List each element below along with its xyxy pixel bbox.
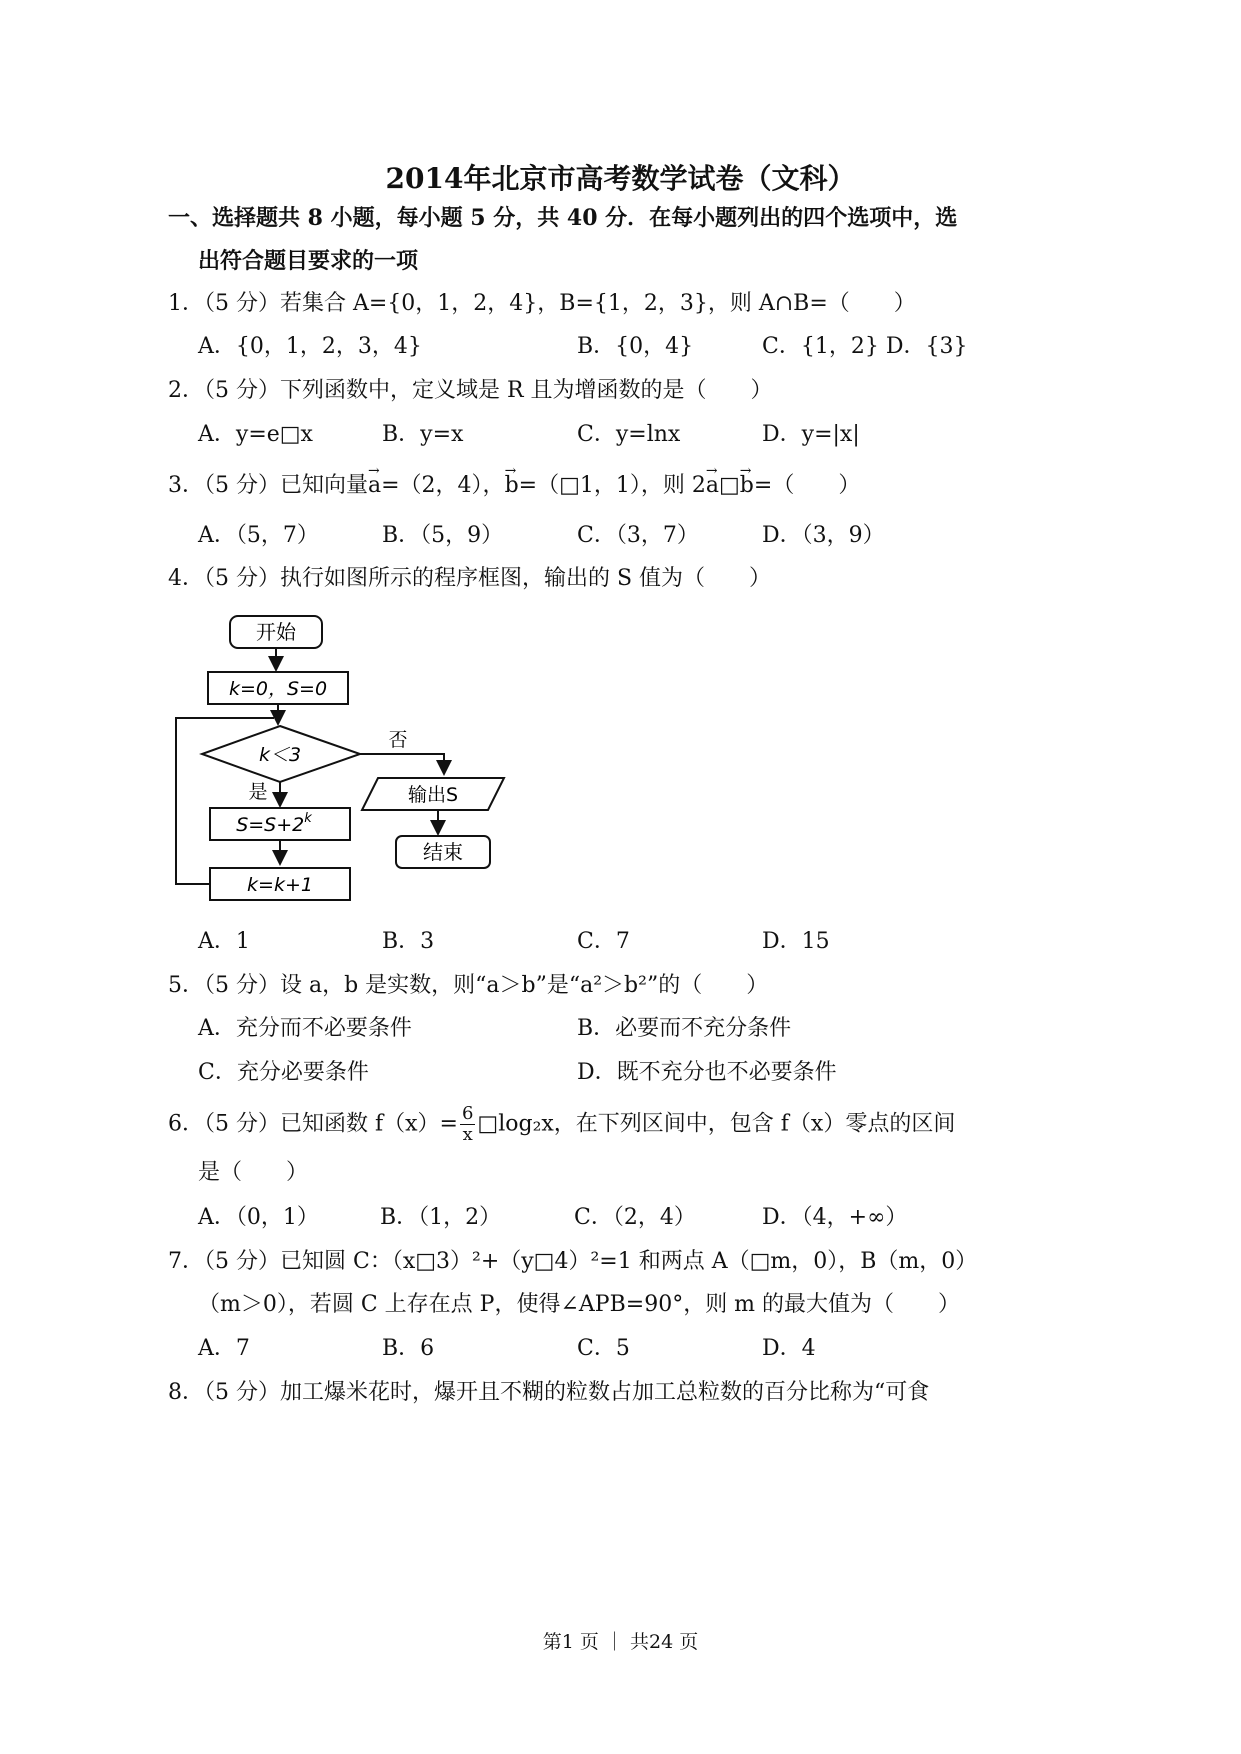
q5-option-d: D．既不充分也不必要条件 — [577, 1060, 837, 1085]
vector-a: → a — [368, 471, 381, 501]
q2-stem: 2．（5 分）下列函数中，定义域是 R 且为增函数的是（ ） — [168, 378, 773, 403]
flow-start-label: 开始 — [256, 620, 296, 644]
flow-update-s-text: S=S+2 — [236, 814, 305, 836]
vector-b: → b — [505, 471, 519, 501]
q5-stem: 5．（5 分）设 a，b 是实数，则“a＞b”是“a²＞b²”的（ ） — [168, 973, 769, 998]
q7-option-d: D．4 — [762, 1336, 816, 1361]
q6-option-b: B．（1，2） — [380, 1205, 502, 1230]
q6-stem — [168, 1104, 955, 1145]
fraction-denominator: x — [462, 1124, 473, 1145]
q2-option-c: C．y=lnx — [577, 422, 681, 447]
q7-stem-line2: （m＞0），若圆 C 上存在点 P，使得∠APB=90°，则 m 的最大值为（ ） — [198, 1292, 961, 1317]
q2-option-a: A．y=e□x — [198, 422, 313, 447]
flow-update-s-exponent: k — [304, 811, 312, 826]
q1-option-b: B．{0，4} — [577, 334, 694, 359]
q3-stem-part: =（2，4）， — [381, 473, 505, 498]
flow-init-label: k=0，S=0 — [228, 678, 328, 700]
q3-option-a: A．（5，7） — [198, 523, 319, 548]
flowchart-body — [170, 610, 510, 910]
q7-option-a: A．7 — [198, 1336, 250, 1361]
q4-option-a: A．1 — [198, 929, 250, 954]
q7-option-b: B．6 — [382, 1336, 435, 1361]
q3-option-b: B．（5，9） — [382, 523, 504, 548]
q3-stem-part: =（ ） — [753, 473, 861, 498]
q6-option-d: D．（4，+∞） — [762, 1205, 908, 1230]
q2-option-b: B．y=x — [382, 422, 464, 447]
flow-update-k-label: k=k+1 — [247, 874, 313, 896]
q3-stem-part: 3．（5 分）已知向量 — [168, 473, 368, 498]
q3-stem-part: □ — [719, 473, 740, 498]
flow-update-s-label — [236, 811, 312, 836]
q6-option-a: A．（0，1） — [198, 1205, 319, 1230]
q6-stem-part: □log₂x，在下列区间中，包含 f（x）零点的区间 — [477, 1111, 956, 1137]
q3-stem — [168, 471, 860, 501]
q5-option-a: A．充分而不必要条件 — [198, 1016, 412, 1041]
q2-option-d: D．y=|x| — [762, 422, 860, 447]
q7-option-c: C．5 — [577, 1336, 630, 1361]
q6-stem-line2: 是（ ） — [198, 1160, 309, 1185]
q1-stem: 1．（5 分）若集合 A={0，1，2，4}，B={1，2，3}，则 A∩B=（ ） — [168, 291, 916, 316]
flow-yes-label: 是 — [248, 781, 268, 803]
flow-arrow-no — [360, 754, 444, 772]
q7-stem: 7．（5 分）已知圆 C：（x□3）²+（y□4）²=1 和两点 A（□m，0），B（m，0） — [168, 1249, 978, 1274]
q1-option-a: A．{0，1，2，3，4} — [198, 334, 422, 359]
q4-option-b: B．3 — [382, 929, 435, 954]
vector-b: → b — [740, 471, 754, 501]
q4-option-d: D．15 — [762, 929, 830, 954]
q1-option-cd: C．{1，2} D．{3} — [762, 334, 968, 359]
flow-output-label: 输出S — [407, 784, 459, 806]
q8-stem: 8．（5 分）加工爆米花时，爆开且不糊的粒数占加工总粒数的百分比称为“可食 — [168, 1380, 930, 1405]
section-heading-line2: 出符合题目要求的一项 — [198, 248, 419, 274]
flow-condition-label: k＜3 — [258, 744, 302, 766]
flow-end-label: 结束 — [423, 840, 463, 864]
q4-option-c: C．7 — [577, 929, 630, 954]
section-heading-line1: 一、选择题共 8 小题，每小题 5 分，共 40 分．在每小题列出的四个选项中，选 — [168, 205, 958, 231]
q5-option-c: C．充分必要条件 — [198, 1060, 369, 1085]
q3-option-c: C．（3，7） — [577, 523, 699, 548]
q6-fraction — [460, 1104, 475, 1145]
q6-stem-part: 6．（5 分）已知函数 f（x）= — [168, 1111, 458, 1137]
vector-a: → a — [706, 471, 719, 501]
q6-option-c: C．（2，4） — [574, 1205, 696, 1230]
q3-stem-part: =（□1，1），则 2 — [518, 473, 706, 498]
page-footer: 第1 页 ｜ 共24 页 — [542, 1631, 699, 1653]
q3-option-d: D．（3，9） — [762, 523, 885, 548]
flow-no-label: 否 — [388, 729, 408, 751]
q5-option-b: B．必要而不充分条件 — [577, 1016, 792, 1041]
fraction-numerator: 6 — [461, 1103, 474, 1124]
page-title: 2014年北京市高考数学试卷（文科） — [385, 162, 856, 195]
q4-stem: 4．（5 分）执行如图所示的程序框图，输出的 S 值为（ ） — [168, 566, 772, 591]
